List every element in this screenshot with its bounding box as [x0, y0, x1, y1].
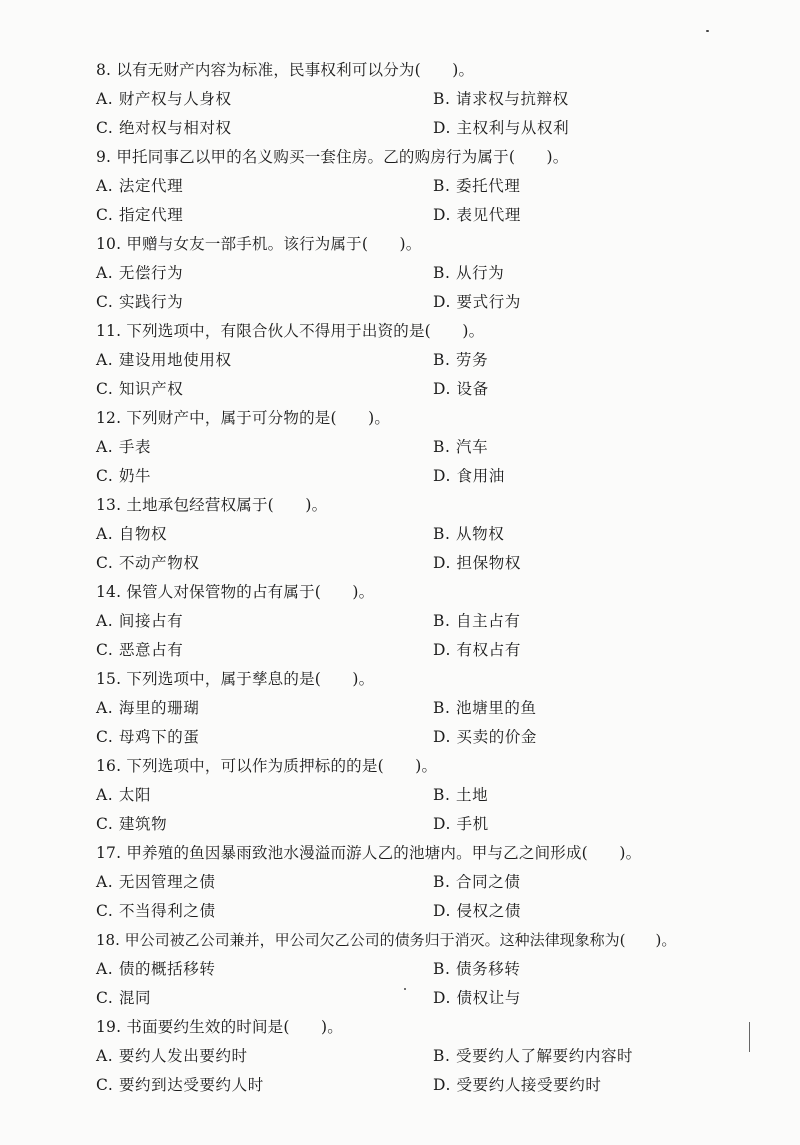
option-b: B. 自主占有 — [433, 612, 521, 630]
option-b: B. 受要约人了解要约内容时 — [433, 1047, 634, 1065]
question-10 — [0, 233, 800, 320]
option-d: D. 食用油 — [433, 467, 505, 485]
option-c: C. 建筑物 — [96, 815, 168, 833]
option-d: D. 手机 — [433, 815, 489, 833]
option-c: C. 母鸡下的蛋 — [96, 728, 200, 746]
option-c: C. 不动产物权 — [96, 554, 200, 572]
question-stem: 19. 书面要约生效的时间是( )。 — [96, 1018, 343, 1036]
question-stem: 16. 下列选项中，可以作为质押标的的是( )。 — [96, 757, 438, 775]
question-stem: 12. 下列财产中，属于可分物的是( )。 — [96, 409, 391, 427]
option-c: C. 要约到达受要约人时 — [96, 1076, 264, 1094]
scan-line — [749, 1022, 750, 1052]
question-9 — [0, 146, 800, 233]
option-c: C. 实践行为 — [96, 293, 184, 311]
scan-speck — [706, 30, 709, 32]
option-a: A. 财产权与人身权 — [96, 90, 232, 108]
option-c: C. 不当得利之债 — [96, 902, 216, 920]
option-a: A. 自物权 — [96, 525, 168, 543]
question-17 — [0, 842, 800, 929]
question-13 — [0, 494, 800, 581]
option-d: D. 买卖的价金 — [433, 728, 538, 746]
option-b: B. 土地 — [433, 786, 489, 804]
option-c: C. 知识产权 — [96, 380, 184, 398]
scan-speck — [404, 988, 406, 990]
question-14 — [0, 581, 800, 668]
question-stem: 18. 甲公司被乙公司兼并，甲公司欠乙公司的债务归于消灭。这种法律现象称为( )。 — [96, 931, 677, 949]
option-a: A. 太阳 — [96, 786, 152, 804]
option-d: D. 侵权之债 — [433, 902, 521, 920]
option-c: C. 指定代理 — [96, 206, 184, 224]
option-b: B. 合同之债 — [433, 873, 521, 891]
option-a: A. 海里的珊瑚 — [96, 699, 200, 717]
option-c: C. 恶意占有 — [96, 641, 184, 659]
question-19 — [0, 1016, 800, 1103]
question-12 — [0, 407, 800, 494]
question-stem: 11. 下列选项中，有限合伙人不得用于出资的是( )。 — [96, 322, 485, 340]
option-d: D. 设备 — [433, 380, 489, 398]
option-a: A. 无因管理之债 — [96, 873, 216, 891]
option-a: A. 间接占有 — [96, 612, 184, 630]
option-a: A. 建设用地使用权 — [96, 351, 232, 369]
option-d: D. 要式行为 — [433, 293, 521, 311]
option-c: C. 奶牛 — [96, 467, 152, 485]
option-b: B. 委托代理 — [433, 177, 521, 195]
question-stem: 13. 土地承包经营权属于( )。 — [96, 496, 328, 514]
option-b: B. 从物权 — [433, 525, 505, 543]
option-d: D. 受要约人接受要约时 — [433, 1076, 602, 1094]
option-d: D. 债权让与 — [433, 989, 521, 1007]
option-b: B. 债务移转 — [433, 960, 521, 978]
option-b: B. 池塘里的鱼 — [433, 699, 537, 717]
question-15 — [0, 668, 800, 755]
question-stem: 9. 甲托同事乙以甲的名义购买一套住房。乙的购房行为属于( )。 — [96, 148, 569, 166]
question-8 — [0, 59, 800, 146]
option-d: D. 担保物权 — [433, 554, 521, 572]
question-stem: 15. 下列选项中，属于孳息的是( )。 — [96, 670, 375, 688]
option-d: D. 主权利与从权利 — [433, 119, 570, 137]
question-16 — [0, 755, 800, 842]
option-a: A. 法定代理 — [96, 177, 184, 195]
option-b: B. 从行为 — [433, 264, 505, 282]
option-a: A. 债的概括移转 — [96, 960, 216, 978]
option-a: A. 要约人发出要约时 — [96, 1047, 248, 1065]
question-11 — [0, 320, 800, 407]
option-b: B. 汽车 — [433, 438, 489, 456]
option-d: D. 表见代理 — [433, 206, 521, 224]
question-stem: 14. 保管人对保管物的占有属于( )。 — [96, 583, 375, 601]
question-stem: 8. 以有无财产内容为标准，民事权利可以分为( )。 — [96, 61, 475, 79]
option-b: B. 劳务 — [433, 351, 489, 369]
option-d: D. 有权占有 — [433, 641, 521, 659]
option-c: C. 绝对权与相对权 — [96, 119, 232, 137]
question-18 — [0, 929, 800, 1016]
option-c: C. 混同 — [96, 989, 152, 1007]
option-a: A. 无偿行为 — [96, 264, 184, 282]
question-stem: 10. 甲赠与女友一部手机。该行为属于( )。 — [96, 235, 422, 253]
option-b: B. 请求权与抗辩权 — [433, 90, 569, 108]
option-a: A. 手表 — [96, 438, 152, 456]
question-stem: 17. 甲养殖的鱼因暴雨致池水漫溢而游人乙的池塘内。甲与乙之间形成( )。 — [96, 844, 642, 862]
